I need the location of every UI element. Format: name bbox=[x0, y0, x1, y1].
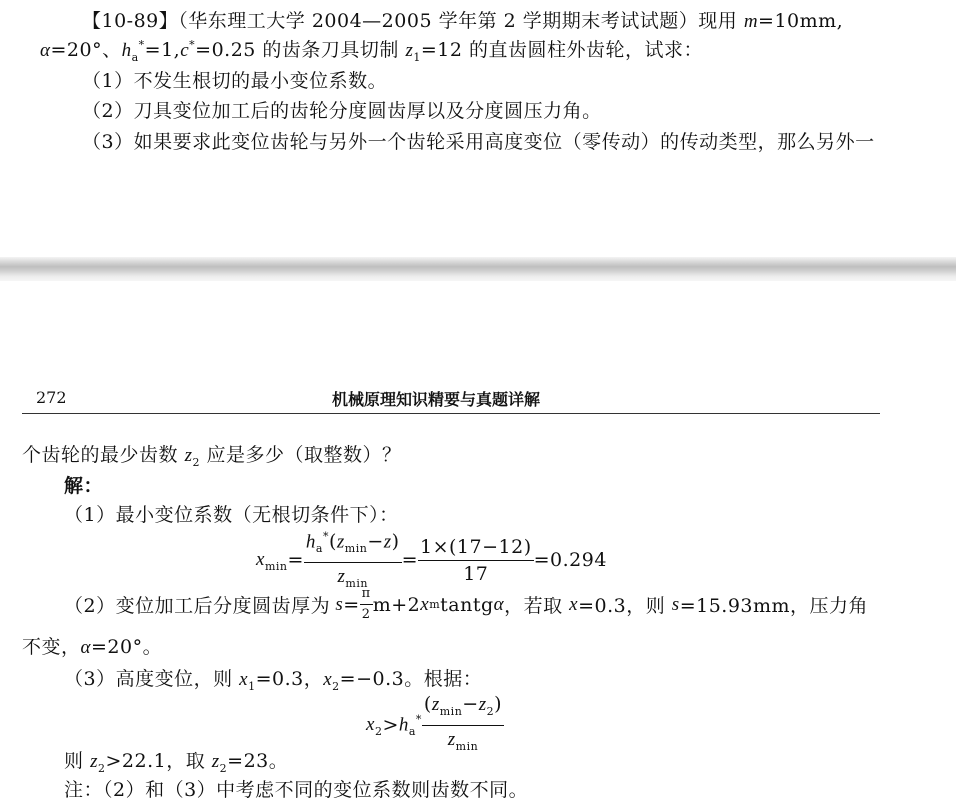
solution-part-1: （1）最小变位系数（无根切条件下）： bbox=[64, 504, 399, 526]
eq1-result: =0.294 bbox=[533, 549, 607, 572]
question-1: （1）不发生根切的最小变位系数。 bbox=[82, 70, 388, 92]
conclusion-line: 则 $z_2>22.1$，取 $z_2=23$。 bbox=[64, 750, 289, 775]
solution-part-3: （3）高度变位，则 $x_1=0.3$，$x_2=-0.3$。根据： bbox=[64, 668, 483, 693]
page-separator bbox=[0, 257, 956, 281]
eq1-fraction-lhs: $\frac{h_a^*(z_{min}-z)}{z_{min}}$ bbox=[304, 526, 402, 595]
header-rule bbox=[22, 413, 880, 414]
solution-part-2-cont: 不变，α=20°。 bbox=[22, 636, 163, 658]
page-number: 272 bbox=[36, 388, 67, 407]
eq1-fraction-rhs: $\frac{1\times(17-12)}{17}$ bbox=[420, 535, 532, 585]
solution-part-2: （2）变位加工后分度圆齿厚为 s = $\frac{\pi}{2}$ m+2 x m tantg α ，若取 x =0.3，则 s =15.93mm，压力角 bbox=[64, 586, 869, 622]
problem-line-1: 【10-89】（华东理工大学 2004—2005 学年第 2 学期期末考试试题）现用 m=10mm, bbox=[82, 10, 844, 32]
question-3: （3）如果要求此变位齿轮与另外一个齿轮采用高度变位（零传动）的传动类型，那么另外一 bbox=[82, 131, 875, 153]
problem-line-2: α=20°、$h_a^*=1,c^*=0.25$ 的齿条刀具切制 $z_1=12$ 的直齿圆柱外齿轮，试求： bbox=[40, 38, 704, 64]
problem-number: 【10-89】 bbox=[82, 10, 179, 32]
note-line: 注：（2）和（3）中考虑不同的变位系数则齿数不同。 bbox=[64, 779, 529, 801]
problem-source: （华东理工大学 2004—2005 学年第 2 学期期末考试试题） bbox=[178, 10, 699, 32]
running-title: 机械原理知识精要与真题详解 bbox=[332, 390, 541, 409]
equation-2: $x_2$ > $h_a^*$ $\frac{(z_{min}-z_2)}{z_{min}}$ bbox=[366, 693, 504, 758]
equation-1: $x_{min}$ = $\frac{h_a^*(z_{min}-z)}{z_{min}}$ = $\frac{1\times(17-12)}{17}$ =0.294 bbox=[256, 526, 607, 595]
solution-label: 解： bbox=[64, 475, 104, 497]
pi-over-2: $\frac{\pi}{2}$ bbox=[361, 586, 371, 622]
continuation-line: 个齿轮的最少齿数 $z_2$ 应是多少（取整数）？ bbox=[22, 444, 402, 469]
eq2-fraction: $\frac{(z_{min}-z_2)}{z_{min}}$ bbox=[423, 693, 503, 753]
question-2: （2）刀具变位加工后的齿轮分度圆齿厚以及分度圆压力角。 bbox=[82, 100, 602, 122]
